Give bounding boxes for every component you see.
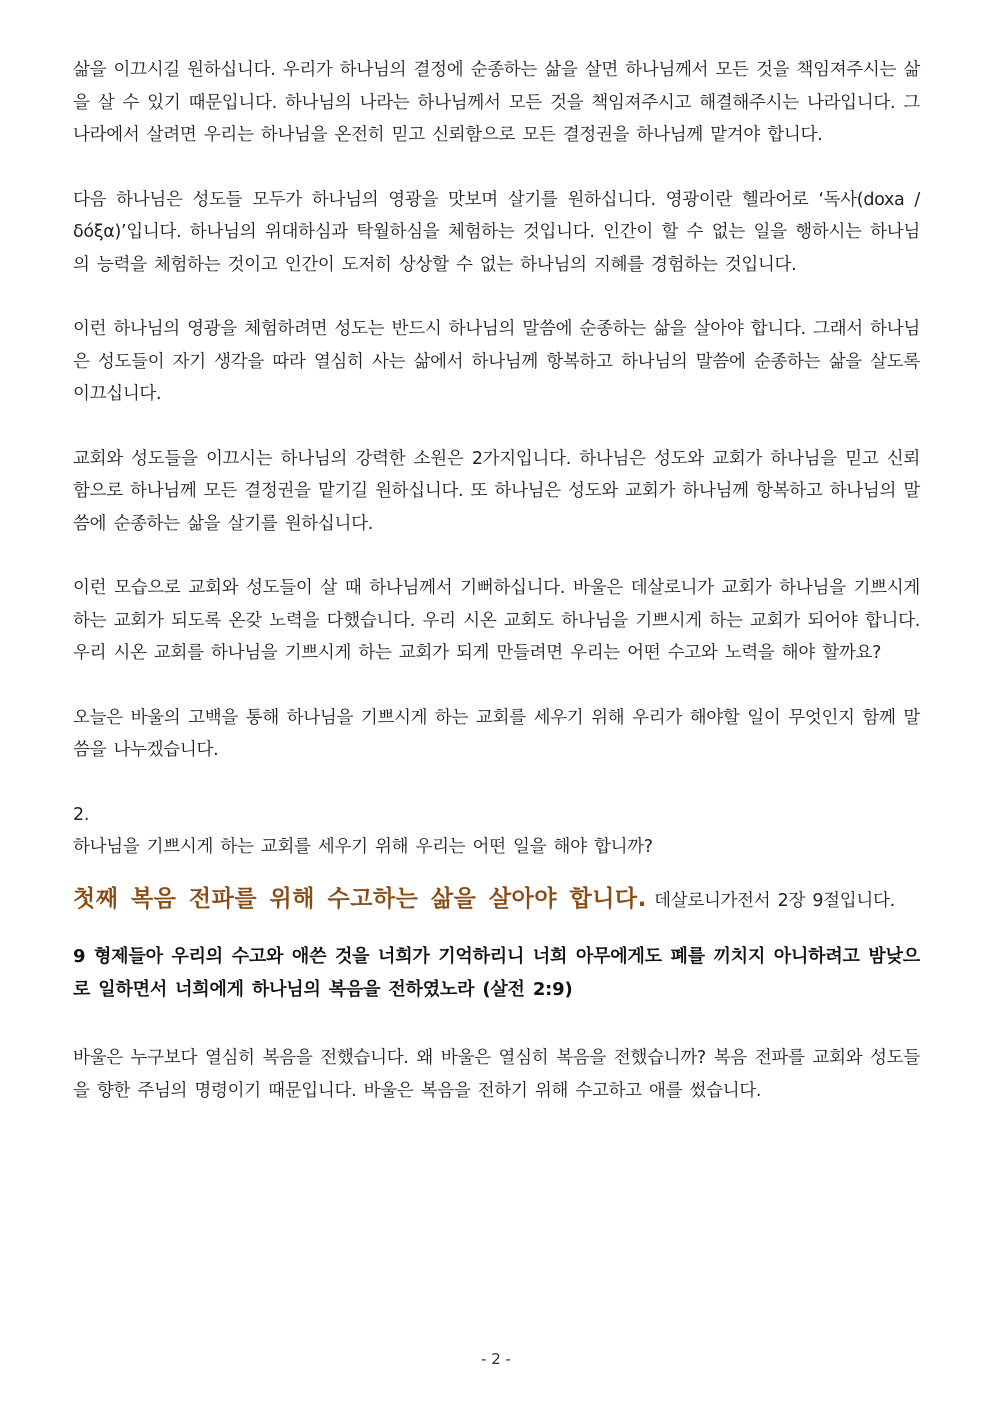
heading-emphasis: 첫째 복음 전파를 위해 수고하는 삶을 살아야 합니다. [73,885,647,912]
page-number: - 2 - [481,1350,511,1368]
paragraph-4: 교회와 성도들을 이끄시는 하나님의 강력한 소원은 2가지입니다. 하나님은 성도와 교회가 하나님을 믿고 신뢰함으로 하나님께 모든 결정권을 맡기길 원하십니다. 또 하나님은 성도와 교회가 하나님께 항복하고 하나님의 말씀에 순종하는 삶을 살기를 원하십니다. [73,448,920,534]
paragraph-3: 이런 하나님의 영광을 체험하려면 성도는 반드시 하나님의 말씀에 순종하는 삶을 살아야 합니다. 그래서 하나님은 성도들이 자기 생각을 따라 열심히 사는 삶에서 하나님께 항복하고 하나님의 말씀에 순종하는 삶을 살도록 이끄십니다. [73,319,920,404]
heading-reference: 데살로니가전서 2장 9절입니다. [646,890,895,911]
paragraph-2: 다음 하나님은 성도들 모두가 하나님의 영광을 맛보며 살기를 원하십니다. 영광이란 헬라어로 ‘독사(doxa / δόξα)’입니다. 하나님의 위대하심과 탁월하심을 체험하는 것입니다. 인간이 할 수 없는 일을 행하시는 하나님의 능력을 체험하는 것이고 인간이 도저히 상상할 수 없는 하나님의 지혜를 경험하는 것입니다. [73,189,920,275]
paragraph-5: 이런 모습으로 교회와 성도들이 살 때 하나님께서 기뻐하십니다. 바울은 데살로니가 교회가 하나님을 기쁘시게 하는 교회가 되도록 온갖 노력을 다했습니다. 우리 시온 교회도 하나님을 기쁘시게 하는 교회가 되어야 합니다. 우리 시온 교회를 하나님을 기쁘시게 하는 교회가 되게 만들려면 우리는 어떤 수고와 노력을 해야 할까요? [73,578,920,663]
section-number: 2. [73,804,90,825]
document-page [73,54,920,1139]
paragraph-7: 바울은 누구보다 열심히 복음을 전했습니다. 왜 바울은 열심히 복음을 전했습니까? 복음 전파를 교회와 성도들을 향한 주님의 명령이기 때문입니다. 바울은 복음을 전하기 위해 수고하고 애를 썼습니다. [73,1048,920,1101]
section-question: 하나님을 기쁘시게 하는 교회를 세우기 위해 우리는 어떤 일을 해야 합니까? [73,837,653,857]
section-heading [73,883,920,918]
paragraph-6: 오늘은 바울의 고백을 통해 하나님을 기쁘시게 하는 교회를 세우기 위해 우리가 해야할 일이 무엇인지 함께 말씀을 나누겠습니다. [73,707,920,760]
scripture-quote: 9 형제들아 우리의 수고와 애쓴 것을 너희가 기억하리니 너희 아무에게도 폐를 끼치지 아니하려고 밤낮으로 일하면서 너희에게 하나님의 복음을 전하였노라 (살전 2:9) [73,946,920,1000]
paragraph-1: 삶을 이끄시길 원하십니다. 우리가 하나님의 결정에 순종하는 삶을 살면 하나님께서 모든 것을 책임져주시는 삶을 살 수 있기 때문입니다. 하나님의 나라는 하나님께서 모든 것을 책임져주시고 해결해주시는 나라입니다. 그 나라에서 살려면 우리는 하나님을 온전히 믿고 신뢰함으로 모든 결정권을 하나님께 맡겨야 합니다. [73,60,920,145]
